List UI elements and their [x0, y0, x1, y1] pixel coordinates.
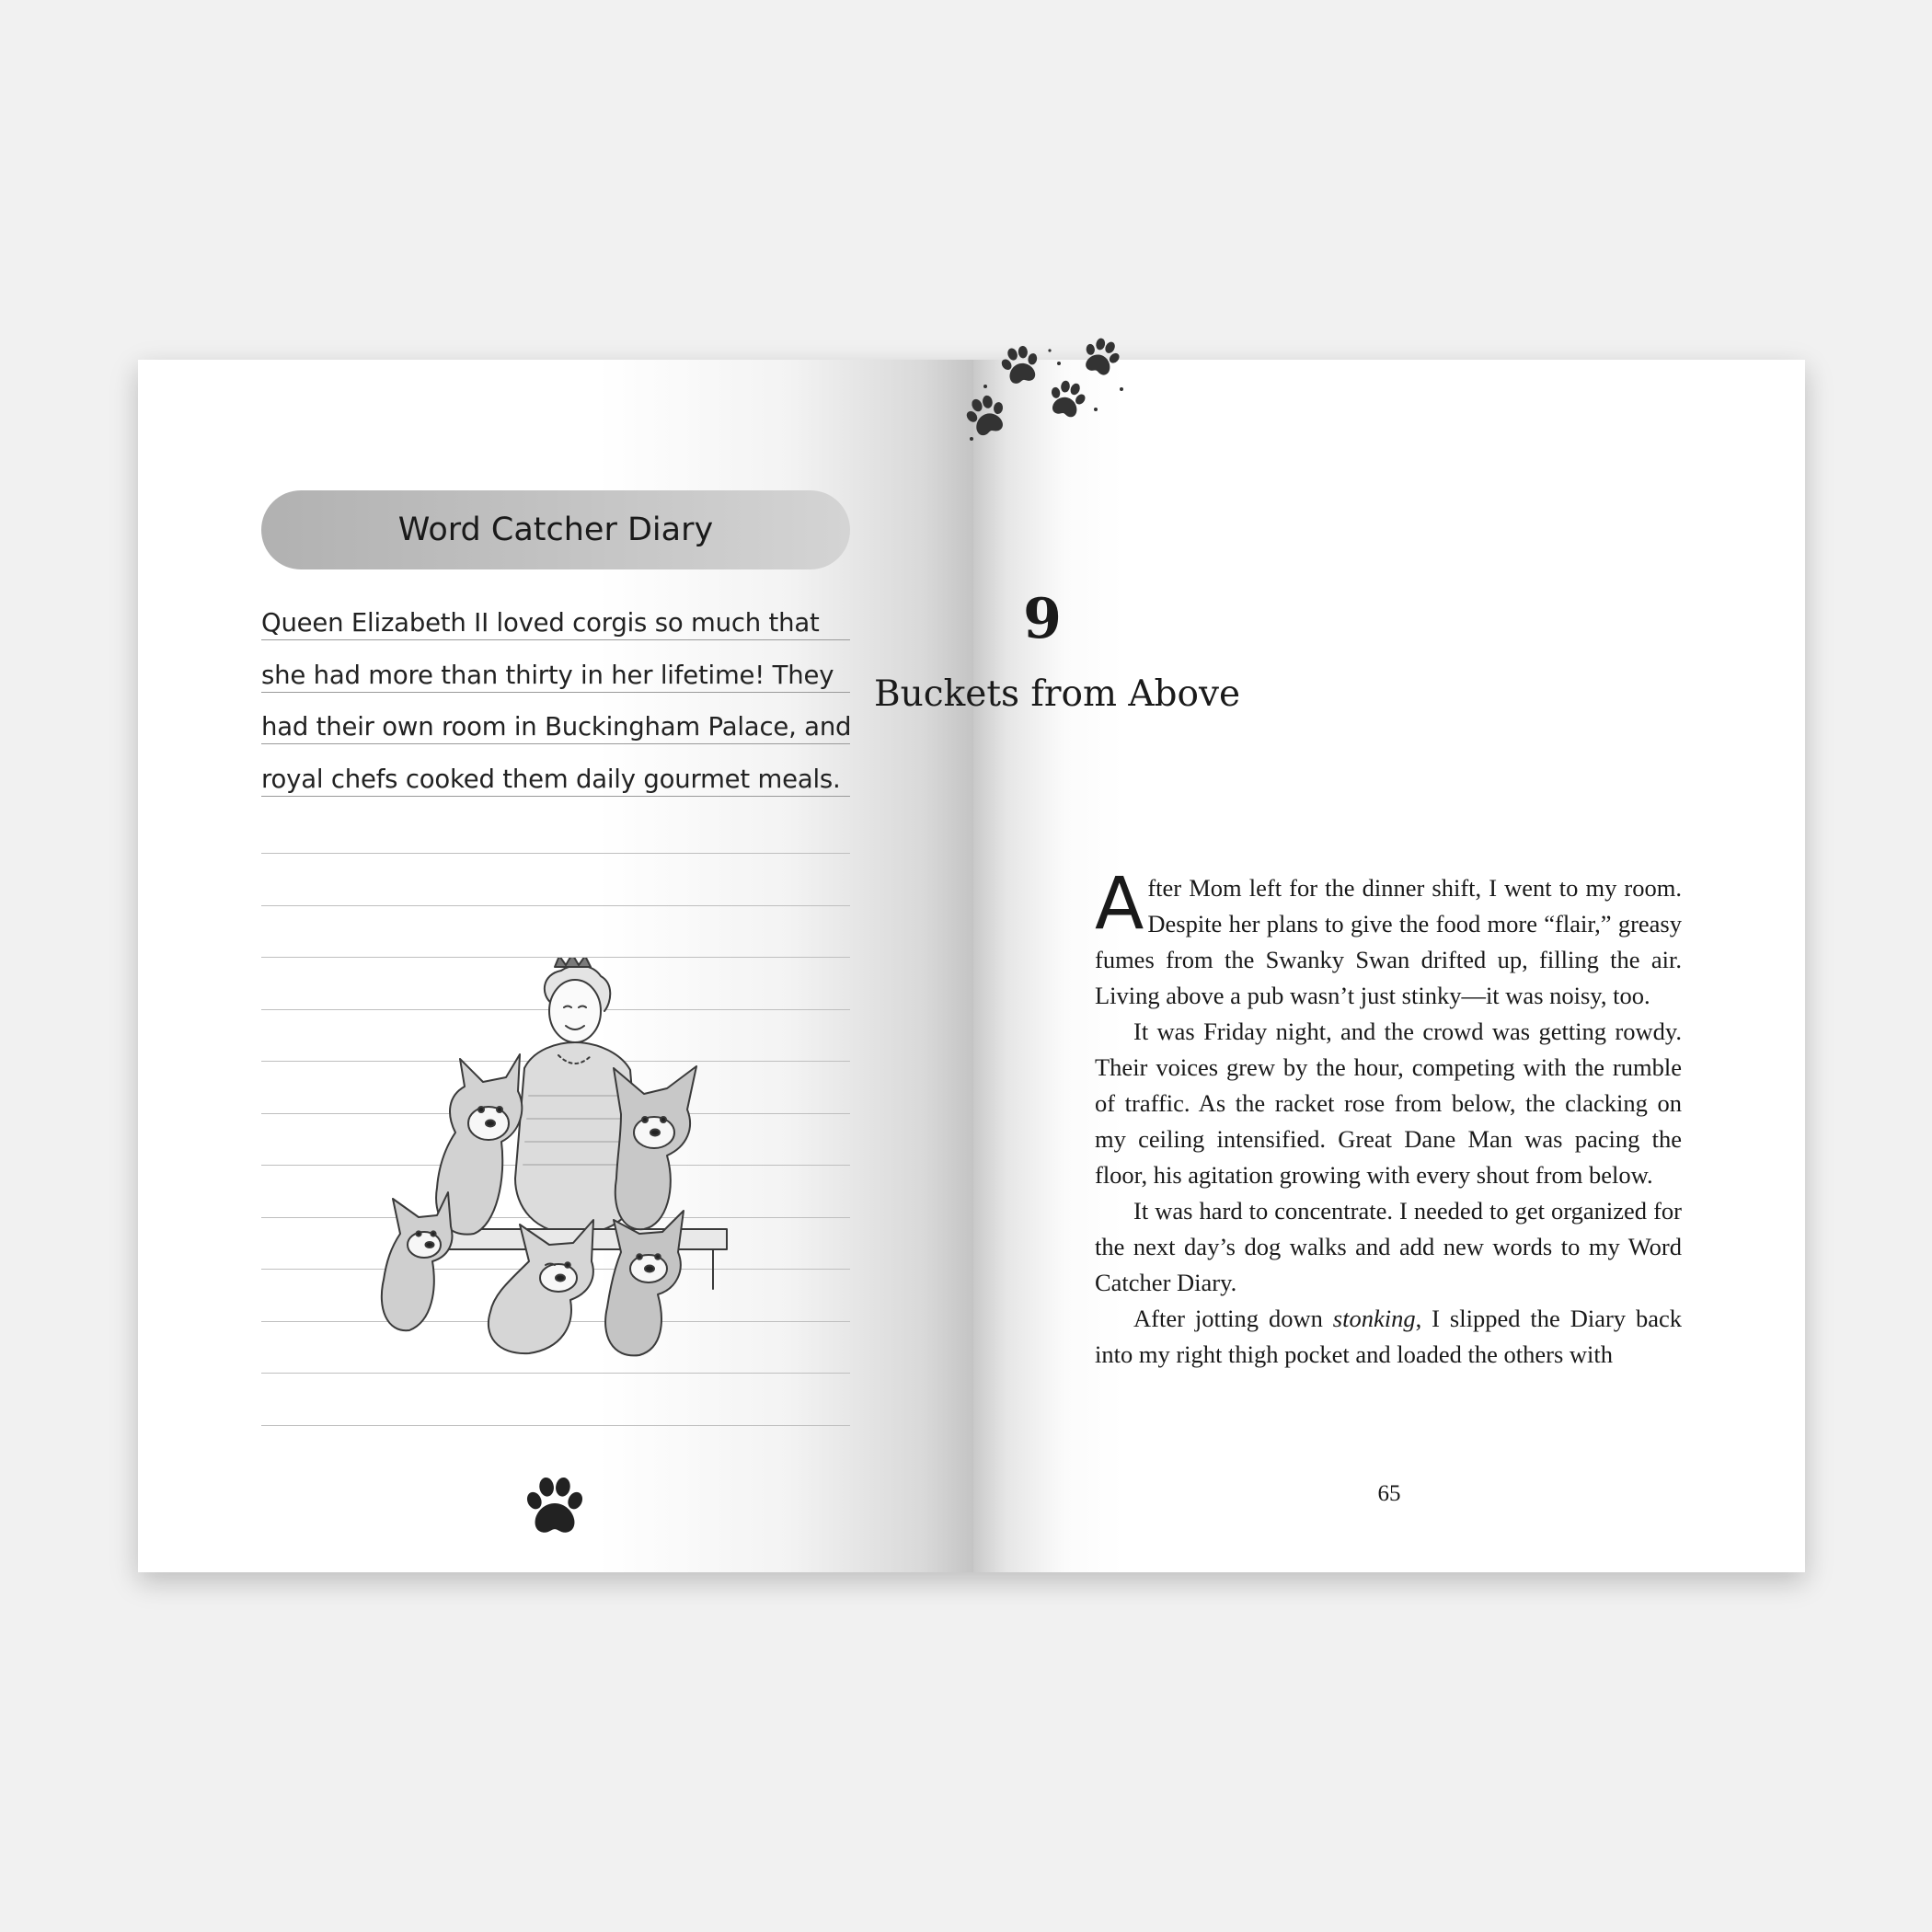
italic-word: stonking [1332, 1305, 1416, 1332]
diary-line: she had more than thirty in her lifetime! They [261, 661, 850, 693]
diary-line: royal chefs cooked them daily gourmet meals. [261, 765, 850, 797]
diary-banner: Word Catcher Diary [261, 490, 850, 569]
writing-line [261, 905, 850, 906]
paragraph-text: , I slipped the Diary back into my right thigh pocket and loaded the others with [1095, 1305, 1682, 1368]
chapter-body [1095, 863, 1682, 1373]
chapter-number: 9 [1023, 587, 1062, 651]
writing-line [261, 1425, 850, 1426]
left-page [138, 360, 973, 1572]
page-number: 65 [1377, 1481, 1401, 1506]
paragraph [1095, 1301, 1682, 1373]
paw-prints-icon [958, 336, 1129, 444]
chapter-title: Buckets from Above [874, 673, 1241, 715]
paragraph: It was Friday night, and the crowd was getting rowdy. Their voices grew by the hour, competing with the rumble of traffic. As the racket rose from below, the clacking on my ceiling intensified. Great Dane Man was pacing the floor, his agitation growing with every shout from below. [1095, 1018, 1682, 1189]
diary-line: Queen Elizabeth II loved corgis so much that [261, 608, 850, 640]
drop-cap: A [1095, 863, 1144, 946]
paw-print-icon [521, 1472, 589, 1540]
paragraph: It was hard to concentrate. I needed to get organized for the next day’s dog walks and add new words to my Word Catcher Diary. [1095, 1197, 1682, 1296]
paragraph-text: fter Mom left for the dinner shift, I went to my room. Despite her plans to give the food more “flair,” greasy fumes from the Swanky Swan drifted up, filling the air. Living above a pub wasn’t just stinky—it was noisy, too. [1095, 874, 1682, 1009]
queen-corgis-illustration [345, 958, 860, 1390]
paragraph-text: After jotting down [1133, 1305, 1333, 1332]
diary-line: had their own room in Buckingham Palace, and [261, 712, 850, 744]
paragraph [1095, 863, 1682, 1014]
writing-line [261, 853, 850, 854]
